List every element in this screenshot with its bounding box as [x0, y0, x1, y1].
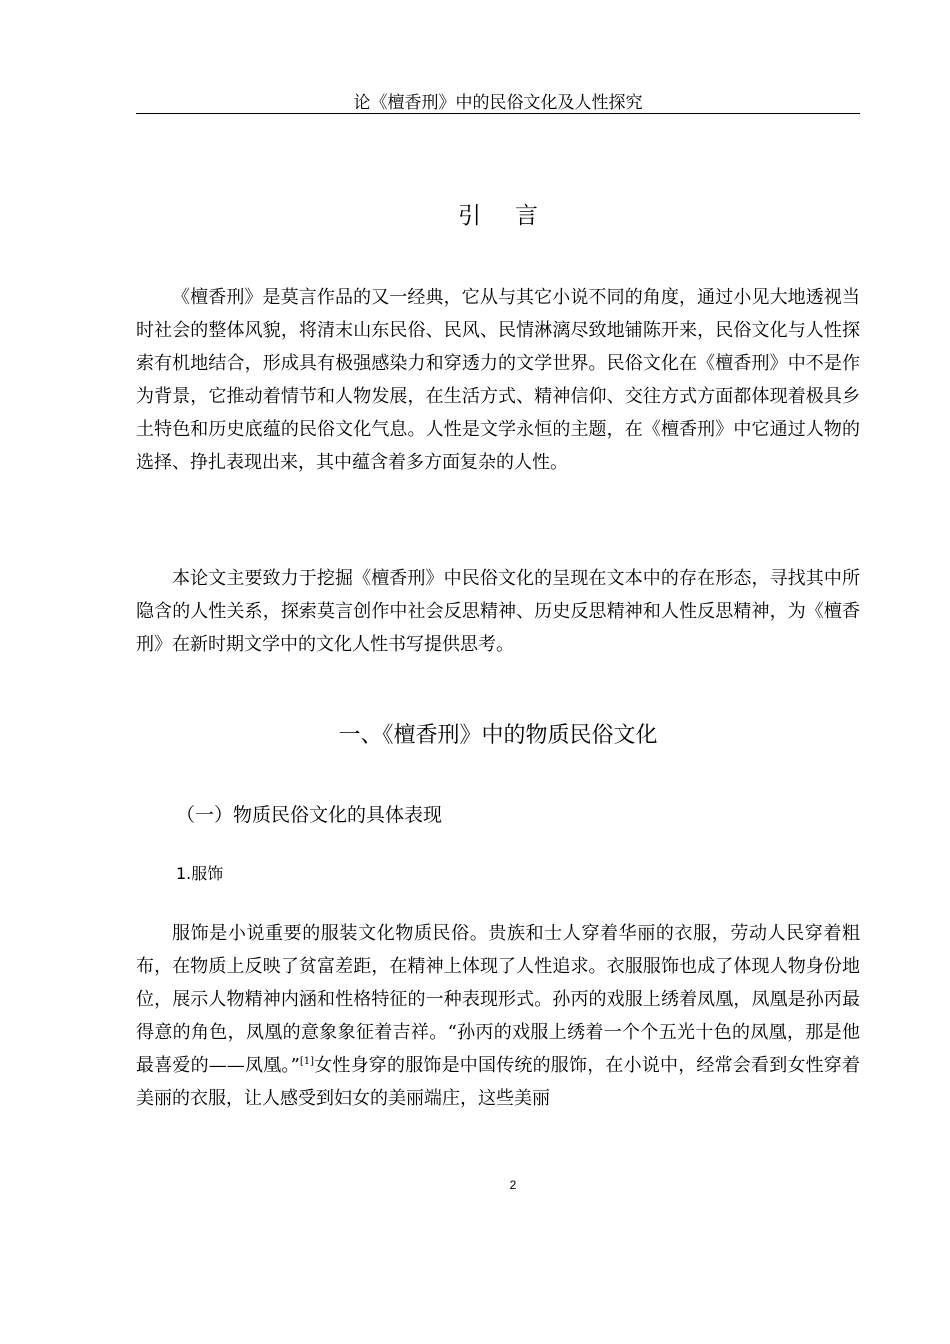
clothing-paragraph-continuation: 女性身穿的服饰是中国传统的服饰，在小说中，经常会看到女性穿着美丽的衣服，让人感受到妇女的美丽端庄，这些美丽: [136, 1055, 861, 1109]
chapter-1-title: 一、《檀香刑》中的物质民俗文化: [338, 723, 658, 748]
section-1-title: （一）物质民俗文化的具体表现: [176, 804, 443, 826]
page-number: 2: [509, 1178, 517, 1192]
subsection-1-title: 1.服饰: [176, 864, 224, 883]
introduction-title: 引言: [458, 203, 572, 229]
clothing-paragraph-text: 服饰是小说重要的服装文化物质民俗。贵族和士人穿着华丽的衣服，劳动人民穿着粗布，在物质上反映了贫富差距，在精神上体现了人性追求。衣服服饰也成了体现人物身份地位，展示人物精神内涵和性格特征的一种表现形式。孙丙的戏服上绣着凤凰，凤凰是孙丙最得意的角色，凤凰的意象象征着吉祥。“孙丙的戏服上绣着一个个五光十色的凤凰，那是他最喜爱的——凤凰。”: [136, 923, 860, 1076]
running-header: 论《檀香刑》中的民俗文化及人性探究: [353, 93, 643, 113]
introduction-paragraph-2: 本论文主要致力于挖掘《檀香刑》中民俗文化的呈现在文本中的存在形态，寻找其中所隐含的人性关系，探索莫言创作中社会反思精神、历史反思精神和人性反思精神，为《檀香刑》在新时期文学中的文化人性书写提供思考。: [136, 568, 860, 655]
header-divider: [136, 113, 860, 114]
citation-marker[interactable]: [1]: [299, 1056, 314, 1067]
introduction-paragraph-1: 《檀香刑》是莫言作品的又一经典，它从与其它小说不同的角度，通过小见大地透视当时社会的整体风貌，将清末山东民俗、民风、民情淋漓尽致地铺陈开来，民俗文化与人性探索有机地结合，形成具有极强感染力和穿透力的文学世界。民俗文化在《檀香刑》中不是作为背景，它推动着情节和人物发展，在生活方式、精神信仰、交往方式方面都体现着极具乡土特色和历史底蕴的民俗文化气息。人性是文学永恒的主题，在《檀香刑》中它通过人物的选择、挣扎表现出来，其中蕴含着多方面复杂的人性。: [136, 287, 860, 473]
clothing-paragraph: [136, 917, 860, 1115]
